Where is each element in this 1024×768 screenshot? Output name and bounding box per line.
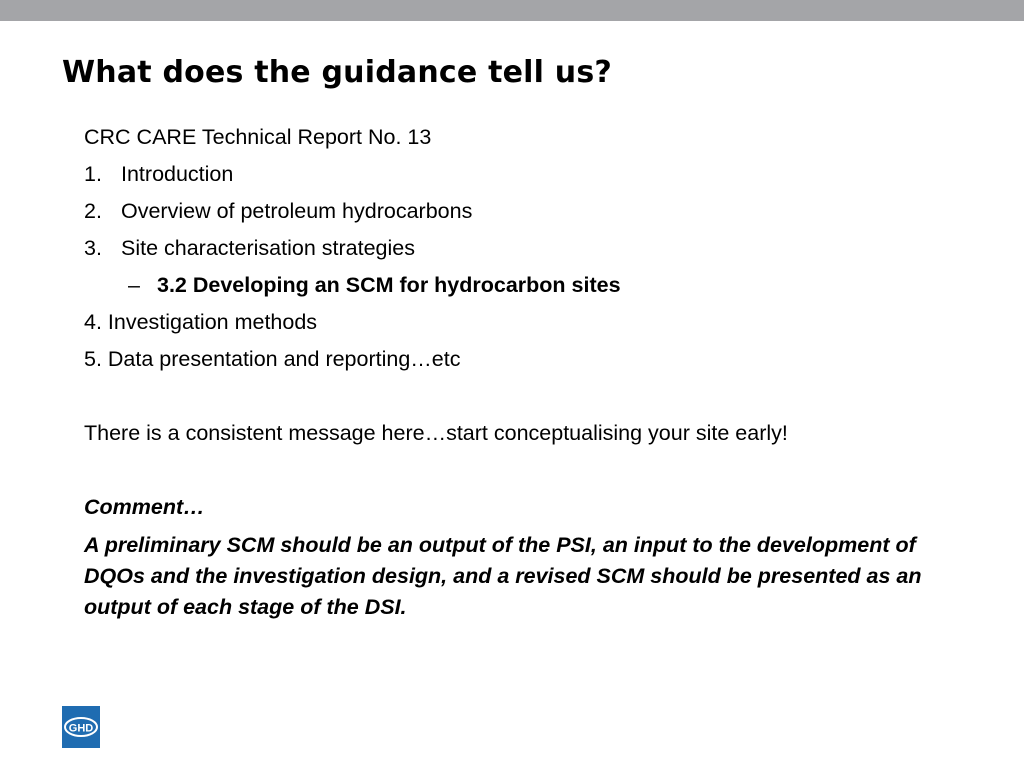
list-item-overview xyxy=(84,195,974,232)
list-text: Introduction xyxy=(121,162,234,186)
list-number: 2. xyxy=(84,199,102,223)
comment-body: A preliminary SCM should be an output of the PSI, an input to the development of DQOs and the investigation design, and a revised SCM should be presented as an output of each stage of the DSI. xyxy=(84,533,922,619)
list-number: 3. xyxy=(84,236,102,260)
report-reference: CRC CARE Technical Report No. 13 xyxy=(84,125,432,149)
sub-item-developing-scm xyxy=(84,269,974,306)
dash-bullet: – xyxy=(128,273,140,297)
comment-heading: Comment… xyxy=(84,495,205,519)
slide-body xyxy=(84,121,974,623)
list-text: Overview of petroleum hydrocarbons xyxy=(121,199,473,223)
list-item-investigation: 4. Investigation methods xyxy=(84,310,318,334)
spacer xyxy=(84,380,974,417)
list-item-site-characterisation xyxy=(84,232,974,269)
list-item-data-presentation: 5. Data presentation and reporting…etc xyxy=(84,347,461,371)
logo-text: GHD xyxy=(68,722,94,735)
list-item-introduction xyxy=(84,158,974,195)
list-number: 1. xyxy=(84,162,102,186)
list-text: Site characterisation strategies xyxy=(121,236,415,260)
ghd-logo xyxy=(62,706,100,748)
spacer xyxy=(84,454,974,491)
top-banner-bar xyxy=(0,0,1024,21)
key-message: There is a consistent message here…start conceptualising your site early! xyxy=(84,421,788,445)
sub-item-text: 3.2 Developing an SCM for hydrocarbon sites xyxy=(157,273,621,297)
slide-title: What does the guidance tell us? xyxy=(62,55,612,90)
